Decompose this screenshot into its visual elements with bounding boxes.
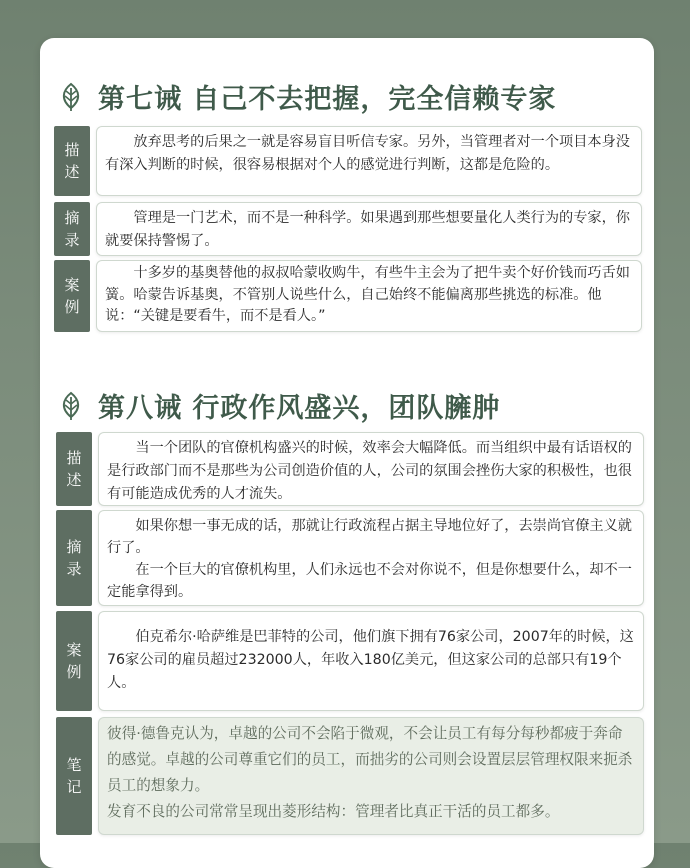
paragraph: 当一个团队的官僚机构盛兴的时候，效率会大幅降低。而当组织中最有话语权的是行政部门而不是那些为公司创造价值的人，公司的氛围会挫伤大家的积极性，也很有可能造成优秀的人才流失。 (107, 440, 632, 502)
row-text-box (98, 611, 644, 711)
paragraph: 发育不良的公司常常呈现出菱形结构：管理者比真正干活的员工都多。 (107, 803, 560, 820)
paragraph: 彼得·德鲁克认为，卓越的公司不会陷于微观，不会让员工有每分每秒都疲于奔命的感觉。卓越的公司尊重它们的员工，而拙劣的公司则会设置层层管理权限来扼杀员工的想象力。 (107, 725, 633, 794)
row-tag: 描 述 (56, 432, 92, 506)
row-text-box (96, 260, 642, 332)
row-tag: 笔 记 (56, 717, 92, 835)
row-tag: 描 述 (54, 126, 90, 196)
row-text-box (96, 126, 642, 196)
section-7-excerpt-row (54, 202, 642, 256)
row-tag: 案 例 (54, 260, 90, 332)
row-text-box (98, 432, 644, 506)
section-7-case-row (54, 260, 642, 332)
paragraph: 在一个巨大的官僚机构里，人们永远也不会对你说不，但是你想要什么，却不一定能拿得到。 (107, 562, 632, 600)
section-7-description-row (54, 126, 642, 196)
paragraph: 伯克希尔·哈萨维是巴菲特的公司，他们旗下拥有76家公司，2007年的时候，这76家公司的雇员超过232000人，年收入180亿美元，但这家公司的总部只有19个人。 (107, 629, 634, 691)
section-8-title: 第八诫 行政作风盛兴，团队臃肿 (98, 393, 501, 424)
section-8-case-row (56, 611, 644, 711)
row-text-box (98, 510, 644, 606)
row-tag: 摘 录 (56, 510, 92, 606)
paragraph: 十多岁的基奥替他的叔叔哈蒙收购牛，有些牛主会为了把牛卖个好价钱而巧舌如簧。哈蒙告诉基奥，不管别人说些什么，自己始终不能偏离那些挑选的标准。他说：“关键是要看牛，而不是看人。” (105, 265, 630, 324)
paragraph: 放弃思考的后果之一就是容易盲目听信专家。另外，当管理者对一个项目本身没有深入判断的时候，很容易根据对个人的感觉进行判断，这都是危险的。 (105, 134, 630, 173)
section-8-heading (56, 386, 500, 425)
section-7-title: 第七诫 自己不去把握，完全信赖专家 (98, 84, 557, 115)
leaf-icon (56, 82, 86, 112)
row-text-box (96, 202, 642, 256)
notes-text-box (98, 717, 644, 835)
row-tag: 案 例 (56, 611, 92, 711)
section-8-notes-row (56, 717, 644, 835)
section-7-heading (56, 77, 556, 116)
paragraph: 如果你想一事无成的话，那就让行政流程占据主导地位好了，去崇尚官僚主义就行了。 (107, 518, 632, 556)
row-tag: 摘 录 (54, 202, 90, 256)
leaf-icon (56, 391, 86, 421)
section-8-excerpt-row (56, 510, 644, 606)
paragraph: 管理是一门艺术，而不是一种科学。如果遇到那些想要量化人类行为的专家，你就要保持警惕了。 (105, 210, 630, 249)
section-8-description-row (56, 432, 644, 506)
